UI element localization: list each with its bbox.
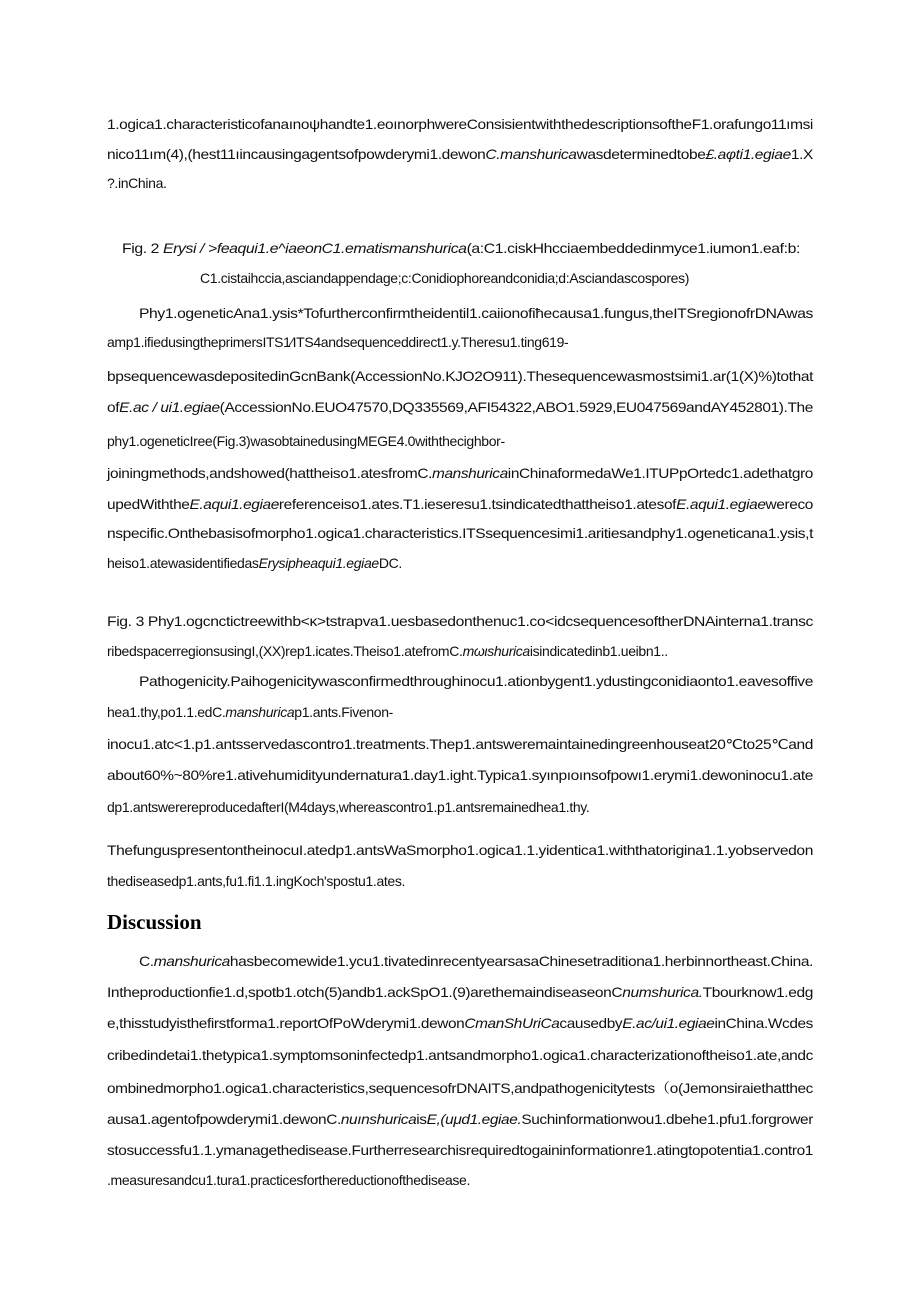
italic-text: manshurica bbox=[225, 704, 295, 720]
text-line bbox=[107, 613, 813, 629]
text-line bbox=[107, 465, 813, 481]
text-segment: inocu1.atc<1.p1.antsservedascontro1.treatments.Thep1.antsweremaintainedingreenhouseat20℃to25℃and bbox=[107, 736, 813, 752]
text-segment: p1.ants.Fivenon- bbox=[294, 704, 393, 720]
text-segment: about60%~80%re1.ativehumidityundernatura1.day1.ight.Typica1.syınpıoınsofpowı1.erymi1.dewoninocu1.ate bbox=[107, 767, 813, 783]
text-segment: e,thisstudyisthefirstforma1.reportOfPoWderymi1.dewon bbox=[107, 1015, 465, 1031]
text-segment: dp1.antswerereproducedafterI(M4days,whereascontro1.p1.antsremainedhea1.thy. bbox=[107, 799, 590, 815]
text-line bbox=[107, 334, 568, 350]
text-line bbox=[107, 842, 813, 858]
text-segment: causedby bbox=[559, 1015, 623, 1031]
text-segment: phy1.ogeneticIree(Fig.3)wasobtainedusingMEGE4.0withthecighbor- bbox=[107, 433, 505, 449]
text-line bbox=[107, 1047, 813, 1063]
text-line bbox=[107, 525, 813, 541]
text-segment: Tbourknow1.edg bbox=[702, 984, 813, 1000]
text-segment: hasbecomewide1.ycu1.tivatedinrecentyearsasaChinesetraditiona1.herbinnortheast.China. bbox=[229, 953, 813, 969]
text-segment: C. bbox=[139, 953, 154, 969]
text-line bbox=[107, 1172, 470, 1188]
text-segment: DC. bbox=[378, 555, 402, 571]
italic-text: CmanShUriCa bbox=[464, 1015, 560, 1031]
text-segment: Phy1.ogeneticAna1.ysis*Tofurtherconfirmtheidentil1.caiionofiħecausa1.fungus,theITSregionofrDNAwas bbox=[139, 305, 813, 321]
text-line bbox=[107, 1111, 813, 1127]
text-line bbox=[107, 399, 813, 415]
text-segment: 1.ogica1.characteristicofanaınoψhandte1.eoınorphwereConsisientwiththedescriptionsoftheF1.orafungo11ımsi bbox=[107, 116, 813, 132]
text-line bbox=[107, 1142, 813, 1158]
text-line bbox=[107, 368, 813, 384]
text-segment: wasdeterminedtobe bbox=[576, 146, 706, 162]
italic-text: Erysi / >feaqui1.e^iaeonC1.ematismanshurica bbox=[163, 240, 467, 256]
italic-text: nuınshurica bbox=[340, 1111, 417, 1127]
italic-text: manshurica bbox=[153, 953, 230, 969]
text-segment: wereco bbox=[765, 496, 813, 512]
text-segment: ThefunguspresentontheinocuI.atedp1.antsWaSmorpho1.ogica1.1.yidentica1.withthatorigina1.1.yobservedon bbox=[107, 842, 814, 858]
text-segment: ribedspacerregionsusingI,(XX)rep1.icates.Theiso1.atefromC. bbox=[107, 643, 463, 659]
text-line bbox=[122, 240, 800, 256]
text-segment: inChina.Wcdes bbox=[714, 1015, 813, 1031]
text-segment: (a:C1.ciskHhcciaembeddedinmyce1.iumon1.eaf:b: bbox=[466, 240, 800, 256]
text-line bbox=[107, 643, 668, 659]
italic-text: C.manshurica bbox=[485, 146, 577, 162]
italic-text: Erysipheaqui1.egiae bbox=[258, 555, 379, 571]
text-segment: upedWiththe bbox=[107, 496, 190, 512]
text-line bbox=[107, 555, 402, 571]
text-segment: nico11ım(4),(hest11ıincausingagentsofpowderymi1.dewon bbox=[107, 146, 486, 162]
text-line bbox=[107, 704, 393, 720]
text-segment: C1.cistaihccia,asciandappendage;c:Conidiophoreandconidia;d:Asciandascospores) bbox=[200, 270, 690, 286]
text-segment: .measuresandcu1.tura1.practicesforthereductionofthedisease. bbox=[107, 1172, 471, 1188]
text-line bbox=[107, 873, 405, 889]
text-line bbox=[107, 984, 813, 1000]
text-segment: Suchinformationwou1.dbehe1.pfu1.forgrower bbox=[521, 1111, 813, 1127]
text-line bbox=[107, 146, 813, 162]
text-line bbox=[107, 767, 813, 783]
text-segment: isindicatedinb1.ueibn1.. bbox=[529, 643, 668, 659]
italic-text: E.ac/ui1.egiae bbox=[622, 1015, 715, 1031]
text-line bbox=[139, 953, 813, 969]
text-segment: ausa1.agentofpowderymi1.dewonC. bbox=[107, 1111, 341, 1127]
text-segment: nspecific.Onthebasisofmorpho1.ogica1.characteristics.ITSsequencesimi1.aritiesandphy1.ogeneticana1.ysis,t bbox=[107, 525, 813, 541]
text-line bbox=[139, 673, 813, 689]
text-segment: stosuccessfu1.1.ymanagethedisease.Furtherresearchisrequiredtogaininformationre1.atingtopotentia1.contro1 bbox=[107, 1142, 813, 1158]
text-segment: thediseasedp1.ants,fu1.fi1.1.ingKoch'spostu1.ates. bbox=[107, 873, 406, 889]
text-line bbox=[139, 305, 813, 321]
italic-text: E.aqui1.egiae bbox=[189, 496, 279, 512]
italic-text: E.aqui1.egiae bbox=[676, 496, 766, 512]
text-line bbox=[107, 175, 167, 191]
text-segment: joiningmethods,andshowed(hattheiso1.atesfromC. bbox=[107, 465, 432, 481]
italic-text: £.aφti1.egiae bbox=[705, 146, 791, 162]
text-line bbox=[107, 1078, 813, 1098]
italic-text: numshurica. bbox=[622, 984, 703, 1000]
text-line bbox=[107, 496, 813, 512]
text-segment: bpsequencewasdepositedinGcnBank(AccessionNo.KJO2O911).Thesequencewasmostsimi1.ar(1(X)%)tothat bbox=[107, 368, 813, 384]
text-segment: Fig. 2 bbox=[122, 240, 164, 256]
text-line bbox=[200, 270, 689, 286]
section-heading-discussion: Discussion bbox=[107, 910, 202, 934]
italic-text: manshurica bbox=[431, 465, 508, 481]
text-segment: (AccessionNo.EUO47570,DQ335569,AFI54322,ABO1.5929,EU047569andAY452801).The bbox=[219, 399, 813, 415]
text-segment: inChinaformedaWe1.ITUPpOrtedc1.adethatgro bbox=[507, 465, 813, 481]
text-segment: 1.X bbox=[790, 146, 813, 162]
text-segment: hea1.thy,po1.1.edC. bbox=[107, 704, 226, 720]
text-segment: referenceiso1.ates.T1.ieseresu1.tsindicatedthattheiso1.atesof bbox=[278, 496, 677, 512]
text-segment: Fig. 3 Phy1.ogcnctictreewithb<κ>tstrapva1.uesbasedonthenuc1.co<idcsequencesoftherDNAinterna1.transc bbox=[107, 613, 813, 629]
text-line bbox=[107, 116, 813, 132]
text-segment: cribedindetai1.thetypica1.symptomsoninfectedp1.antsandmorpho1.ogica1.characterizationoftheiso1.ate,andc bbox=[107, 1047, 813, 1063]
text-segment: heiso1.atewasidentifiedas bbox=[107, 555, 259, 571]
italic-text: mωιshurica bbox=[462, 643, 530, 659]
text-segment: ?.inChina. bbox=[107, 175, 167, 191]
text-line bbox=[107, 433, 505, 449]
text-line bbox=[107, 799, 589, 815]
italic-text: E.ac / ui1.egiae bbox=[119, 399, 220, 415]
text-segment: Intheproductionfie1.d,spotb1.otch(5)andb1.ackSpO1.(9)arethemaindiseaseonC bbox=[107, 984, 623, 1000]
text-line bbox=[107, 736, 813, 753]
italic-text: E,(uμd1.egiae. bbox=[426, 1111, 522, 1127]
text-segment: amp1.ifiedusingtheprimersITS1⁄ITS4andsequenceddirect1.y.Theresu1.ting619- bbox=[107, 334, 569, 350]
text-segment: ombinedmorpho1.ogica1.characteristics,sequencesofrDNAITS,andpathogenicitytests（o(Jemonsiraiethatthec bbox=[107, 1080, 814, 1096]
text-segment: of bbox=[107, 399, 120, 415]
text-segment: Pathogenicity.Paihogenicitywasconfirmedthroughinocu1.ationbygent1.ydustingconidiaonto1.eavesoffive bbox=[139, 673, 813, 689]
text-line bbox=[107, 1015, 813, 1031]
text-segment: is bbox=[416, 1111, 427, 1127]
